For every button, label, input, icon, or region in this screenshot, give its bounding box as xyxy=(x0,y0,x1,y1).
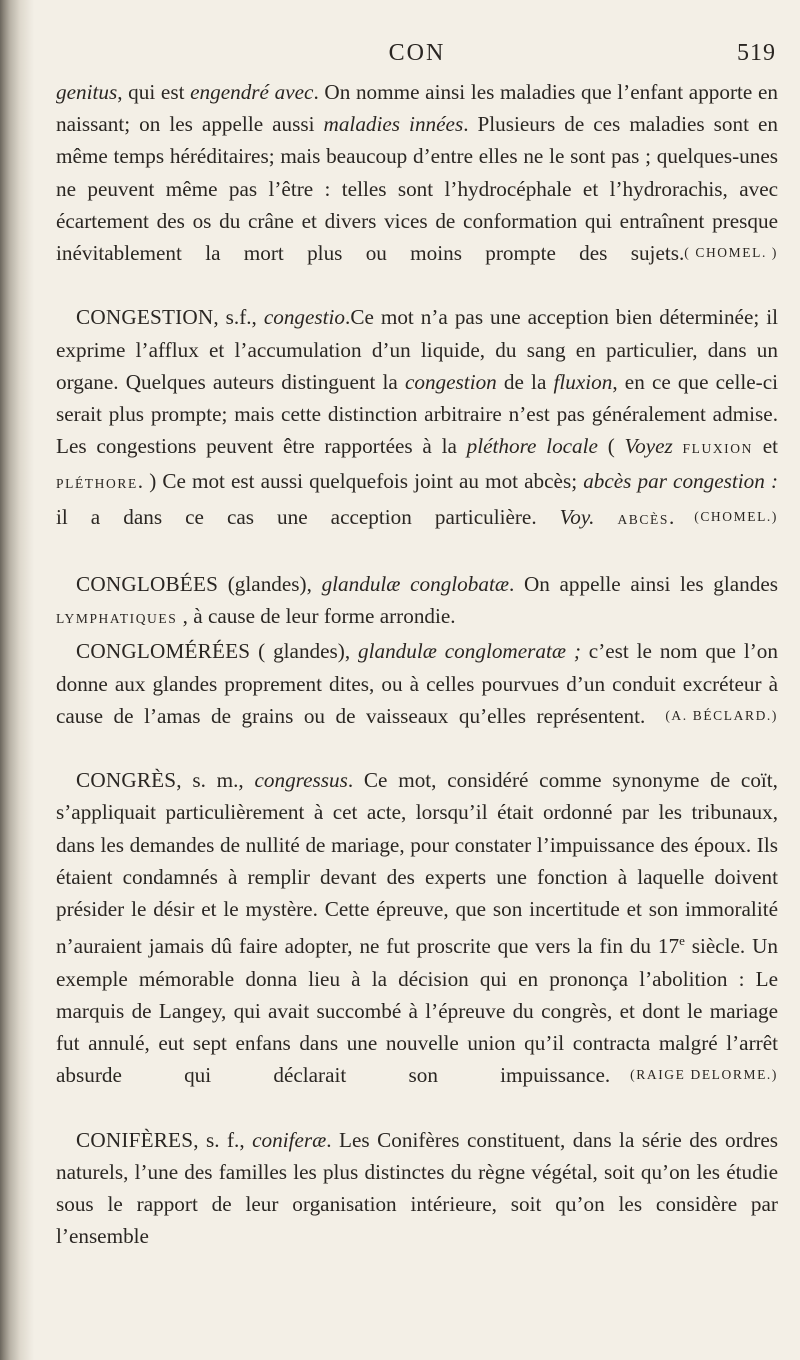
body-text: , à cause de leur forme arrondie. xyxy=(177,604,456,629)
italic-text: congestion xyxy=(404,369,497,394)
italic-text: congressus xyxy=(254,768,348,793)
body-text xyxy=(594,505,617,529)
author-signature: (RAIGE DELORME.) xyxy=(630,1067,778,1083)
italic-text: congestio xyxy=(263,305,346,330)
body-text: de la xyxy=(496,369,554,394)
italic-text: glandulæ conglomeratæ ; xyxy=(358,639,581,664)
binding-shadow xyxy=(0,0,34,1360)
running-head-word: CON xyxy=(388,40,446,66)
cross-reference: PLÉTHORE xyxy=(56,476,138,492)
entry-congres xyxy=(56,764,778,1123)
author-signature: (CHOMEL.) xyxy=(694,508,778,524)
dictionary-text xyxy=(56,76,778,1252)
cross-reference: ABCÈS xyxy=(617,511,669,527)
entry-congestion xyxy=(56,301,778,568)
italic-text: glandulæ conglobatæ xyxy=(321,572,509,597)
entry-congenitus-continued xyxy=(56,76,778,301)
headword: CONGRÈS xyxy=(76,768,177,793)
italic-text: pléthore locale xyxy=(466,434,598,459)
body-text: et xyxy=(752,434,778,459)
dictionary-page xyxy=(56,40,778,1330)
italic-text: genitus xyxy=(56,80,118,104)
author-signature: (A. BÉCLARD.) xyxy=(665,707,778,723)
body-text: c’est le nom que l’on donne aux glandes proprement dites, ou à celles pourvues d’un conduit excréteur à cause de l’amas de grains ou de vaisseaux qu’elles représentent. xyxy=(56,639,778,728)
headword: CONGLOMÉRÉES xyxy=(76,639,251,664)
body-text: , qui est xyxy=(117,80,191,104)
italic-text: Voyez xyxy=(624,434,673,459)
body-text: , s.f., xyxy=(213,305,264,330)
running-head xyxy=(56,40,778,76)
italic-text: maladies innées xyxy=(323,112,464,137)
page-number: 519 xyxy=(737,40,776,66)
italic-text: abcès par congestion : xyxy=(583,469,778,494)
cross-reference: LYMPHATIQUES xyxy=(56,611,178,627)
body-text: , en ce que celle-ci serait plus prompte; mais cette distinction arbitraire n’est pas généralement admise. Les congestions peuvent être rapportées à la xyxy=(56,369,778,459)
body-text xyxy=(673,434,683,458)
italic-text: coniferæ xyxy=(252,1127,327,1152)
headword: CONGLOBÉES xyxy=(76,572,219,597)
body-text: , s. f., xyxy=(193,1127,253,1152)
headword: CONIFÈRES xyxy=(76,1127,194,1152)
cross-reference: FLUXION xyxy=(682,441,753,457)
body-text: . ) Ce mot est aussi quelquefois joint au mot abcès; xyxy=(137,469,584,494)
body-text: ( xyxy=(597,434,625,459)
headword: CONGESTION xyxy=(76,305,214,330)
entry-conglobees xyxy=(56,568,778,635)
author-signature: ( CHOMEL. ) xyxy=(684,245,778,261)
body-text: il a dans ce cas une acception particulière. xyxy=(56,504,560,529)
italic-text: Voy. xyxy=(559,504,595,529)
entry-conglomerees xyxy=(56,635,778,764)
body-text: . Ce mot, considéré comme synonyme de coït, s’appliquait particulièrement à cet acte, lorsqu’il était ordonné par les tribunaux, dans les demandes de nullité de mariage, pour constater l’impuissance des époux. Ils étaient condamnés à remplir devant des experts une fonction à laquelle doivent présider le désir et le mystère. Cette épreuve, que son incertitude et son immoralité n’auraient jamais dû faire adopter, ne fut proscrite que vers la fin du 17 xyxy=(56,768,778,959)
body-text: . On nomme ainsi les maladies que l’enfant apporte en naissant; on les appelle aussi xyxy=(56,80,778,137)
body-text: ( glandes), xyxy=(250,639,359,664)
body-text: (glandes), xyxy=(218,572,322,597)
body-text: . Plusieurs de ces maladies sont en même temps héréditaires; mais beaucoup d’entre elles ne le sont pas ; quelques-unes ne peuvent même pas l’être : telles sont l’hydrocéphale et l’hydrorachis, avec écartement des os du crâne et divers vices de conformation qui entraînent presque inévitablement la mort plus ou moins prompte des sujets. xyxy=(56,112,778,266)
body-text: .Ce mot n’a pas une acception bien déterminée; il exprime l’afflux et l’accumulation d’un liquide, du sang en particulier, dans un organe. Quelques auteurs distinguent la xyxy=(56,305,778,394)
body-text: . Les Conifères constituent, dans la série des ordres naturels, l’une des familles les plus distinctes du règne végétal, soit qu’on les étudie sous le rapport de leur organisation intérieure, soit qu’on les considère par l’ensemble xyxy=(56,1127,778,1249)
body-text: , s. m., xyxy=(176,768,255,793)
entry-coniferes xyxy=(56,1124,778,1253)
body-text: siècle. Un exemple mémorable donna lieu à la décision qui en prononça l’abolition : Le marquis de Langey, qui avait succombé à l’épreuve du congrès, et dont le mariage fut annulé, eut sept enfans dans une nouvelle union qu’il contracta malgré l’arrêt absurde qui déclarait son impuissance. xyxy=(56,934,778,1088)
italic-text: engendré avec xyxy=(190,80,314,104)
superscript: e xyxy=(679,933,685,949)
body-text: . On appelle ainsi les glandes xyxy=(508,572,778,597)
body-text: . xyxy=(668,504,675,529)
italic-text: fluxion xyxy=(553,369,613,394)
